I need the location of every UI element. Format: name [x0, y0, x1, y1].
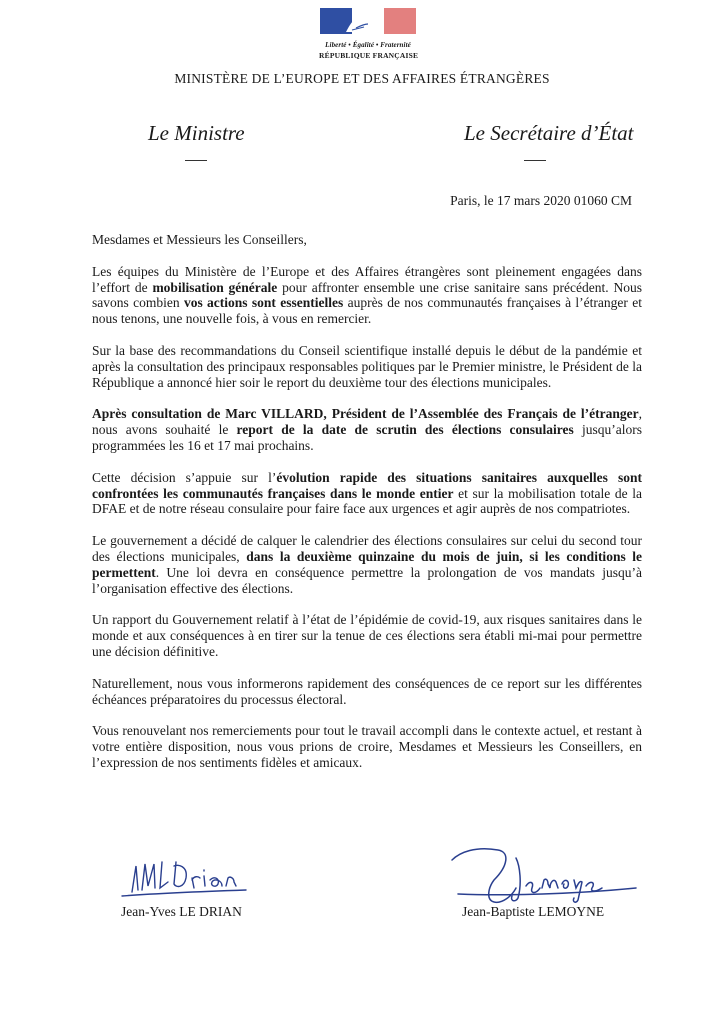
text-run: Les équipes du Ministère de l’Europe et des Affaires étrangères sont pleinement engagées dans l’effort de: [92, 263, 642, 295]
date-reference-line: Paris, le 17 mars 2020 01060 CM: [450, 193, 632, 208]
paragraph-report-scrutin: [92, 406, 642, 453]
paragraph-closing: Vous renouvelant nos remerciements pour tout le travail accompli dans le contexte actuel, et restant à votre entière disposition, nous vous prions de croire, Mesdames et Messieurs les Conseillers, en l’expression de nos sentiments fidèles et amicaux.: [92, 723, 642, 770]
text-run: auprès de nos communautés françaises à l’étranger et nous tenons, une nouvelle fois, à vous en remercier.: [92, 295, 642, 327]
bold-run: évolution rapide des situations sanitaires auxquelles sont confrontées les communautés françaises dans le monde entier: [92, 469, 642, 501]
republique-francaise-label: RÉPUBLIQUE FRANÇAISE: [319, 51, 419, 60]
paragraph-decision: [92, 470, 642, 517]
republic-logo: [319, 8, 417, 60]
ministry-title: MINISTÈRE DE L’EUROPE ET DES AFFAIRES ÉTRANGÈRES: [174, 71, 550, 86]
signatory-name-le-drian: Jean-Yves LE DRIAN: [121, 904, 242, 919]
text-run: . Une loi devra en conséquence permettre la prolongation de vos mandats jusqu’à l’organisation effective des élections.: [92, 564, 642, 596]
text-run: Le gouvernement a décidé de calquer le calendrier des élections consulaires sur celui du second tour des élections municipales,: [92, 533, 642, 564]
signature-lemoyne: [446, 844, 646, 908]
bold-run: report de la date de scrutin des élections consulaires: [236, 422, 574, 438]
bold-run: Après consultation de Marc VILLARD, Président de l’Assemblée des Français de l’étranger: [92, 406, 639, 422]
bold-run: vos actions sont essentielles: [183, 295, 344, 311]
paragraph-information: Naturellement, nous vous informerons rapidement des conséquences de ce report sur les différentes échéances préparatoires du processus électoral.: [92, 675, 642, 707]
flag-marianne-icon: [320, 8, 416, 34]
marianne-profile-icon: [342, 10, 382, 34]
signature-le-drian: [118, 856, 258, 900]
paragraph-calendrier: [92, 533, 642, 596]
secretary-heading: Le Secrétaire d’État: [464, 121, 634, 145]
bold-run: dans la deuxième quinzaine du mois de juin, si les conditions le permettent: [92, 548, 642, 580]
salutation: Mesdames et Messieurs les Conseillers,: [92, 232, 307, 247]
republic-motto: Liberté • Égalité • Fraternité: [325, 41, 411, 49]
text-run: , nous avons souhaité le: [92, 406, 642, 438]
text-run: et sur la mobilisation totale de la DFAE et de notre réseau consulaire pour faire face aux urgences et agir auprès de nos compatriotes.: [92, 485, 642, 517]
paragraph-mobilisation: [92, 264, 642, 327]
minister-heading: Le Ministre: [148, 121, 245, 145]
signatory-name-lemoyne: Jean-Baptiste LEMOYNE: [462, 904, 605, 919]
text-run: Cette décision s’appuie sur l’: [92, 469, 277, 485]
minister-heading-rule: [185, 160, 207, 161]
letter-body: [92, 232, 642, 787]
secretary-heading-rule: [524, 160, 546, 161]
paragraph-conseil-scientifique: Sur la base des recommandations du Conseil scientifique installé depuis le début de la pandémie et après la consultation des principaux responsables politiques par le Premier ministre, le Président de la République a annoncé hier soir le report du deuxième tour des élections municipales.: [92, 342, 642, 390]
paragraph-rapport: Un rapport du Gouvernement relatif à l’état de l’épidémie de covid-19, aux risques sanitaires dans le monde et aux conséquences à en tirer sur la tenue de ces élections sera établi mi-mai pour permettre une décision définitive.: [92, 612, 642, 659]
text-run: jusqu’alors programmées les 16 et 17 mai prochains.: [92, 422, 642, 453]
text-run: pour affronter ensemble une crise sanitaire sans précédent. Nous savons combien: [92, 279, 642, 311]
bold-run: mobilisation générale: [152, 279, 278, 295]
